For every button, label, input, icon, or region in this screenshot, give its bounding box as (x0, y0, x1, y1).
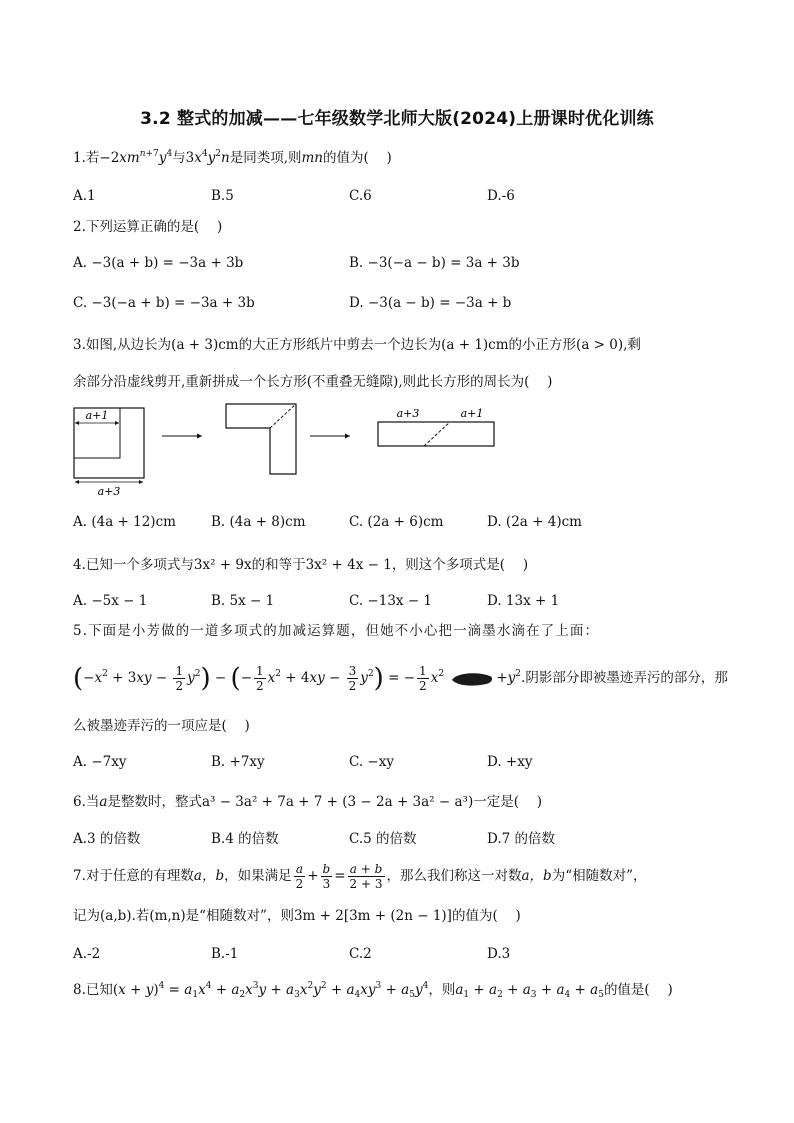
q7-frac-sum: $\frac{a + b}{2 + 3}$ (349, 862, 383, 891)
rect-label-a-plus-3: a+3 (396, 407, 420, 420)
q7-text-line2d: 的值为( ) (451, 908, 521, 924)
question-3-stem-line2: 余部分沿虚线剪开,重新拼成一个长方形(不重叠无缝隙),则此长方形的周长为( ) (73, 374, 553, 390)
q6-text-c: 一定是( ) (473, 794, 543, 810)
q6-var: a (99, 794, 108, 810)
rect-label-a-plus-1: a+1 (460, 407, 484, 420)
l-shape-cut-line (270, 404, 296, 428)
q3-figure (70, 398, 510, 498)
q7-pair2: (m,n) (149, 908, 186, 924)
q7-text-line2c: 是“相随数对”，则 (185, 908, 294, 924)
q7-text-line2a: 记为 (73, 908, 100, 924)
question-1-stem (73, 148, 392, 168)
q7-frac-a2: $\frac{a}{2}$ (295, 862, 304, 891)
q3-text-b: 的大正方形纸片中剪去一个边长为 (238, 337, 442, 353)
fraction-1-2b: $\frac{1}{2}$ (256, 664, 264, 693)
question-3-stem-line1 (73, 335, 641, 355)
q7-text-line2b: .若 (131, 908, 150, 924)
q1-term1: $-2xm^{n+7}y^4$ (99, 149, 173, 166)
q3-option-d[interactable]: D. (2a + 4)cm (487, 514, 582, 530)
arrowhead-right-2 (139, 480, 143, 484)
q5-tail: .阴影部分即被墨迹弄污的部分，那 (521, 670, 728, 686)
q5-option-d[interactable]: D. +xy (487, 754, 533, 770)
q1-ask: mn (301, 150, 323, 166)
arrowhead-left-2 (75, 480, 79, 484)
result-rectangle (378, 422, 494, 446)
q6-option-a[interactable]: A.3 的倍数 (73, 831, 141, 847)
paren-close-1: ) (200, 663, 211, 694)
q1-option-b[interactable]: B.5 (211, 188, 234, 204)
fraction-1-2: $\frac{1}{2}$ (175, 664, 184, 693)
q6-expr: a³ − 3a² + 7a + 7 + (3 − 2a + 3a² − a³) (201, 794, 474, 810)
transform-arrowhead-2 (345, 434, 350, 439)
q2-option-d[interactable]: D. −3(a − b) = −3a + b (349, 295, 512, 311)
q1-option-c[interactable]: C.6 (349, 188, 372, 204)
q1-end: 的值为( ) (323, 150, 392, 166)
q3-option-c[interactable]: C. (2a + 6)cm (349, 514, 444, 530)
paren-open-1: ( (73, 663, 84, 694)
label-a-plus-1: a+1 (85, 409, 109, 422)
q5-option-b[interactable]: B. +7xy (211, 754, 265, 770)
q1-prefix: 1.若 (73, 150, 100, 166)
q3-expr2: (a + 1)cm (441, 337, 509, 353)
q6-option-b[interactable]: B.4 的倍数 (211, 831, 279, 847)
arrowhead-right (115, 421, 119, 425)
q7-vars: a，b (193, 868, 225, 884)
q4-option-c[interactable]: C. −13x − 1 (349, 593, 433, 609)
q3-expr3: (a > 0) (576, 337, 624, 353)
ink-blot-icon (450, 670, 494, 688)
q7-option-c[interactable]: C.2 (349, 946, 372, 962)
q4-option-d[interactable]: D. 13x + 1 (487, 593, 560, 609)
paren-open-2: ( (230, 663, 241, 694)
q4-text-b: 的和等于 (251, 557, 306, 573)
q8-text-c: 的值是( ) (603, 982, 673, 998)
q7-expr: 3m + 2[3m + (2n − 1)] (293, 908, 452, 924)
q7-frac-b3: $\frac{b}{3}$ (322, 862, 331, 891)
q1-suffix: 是同类项,则 (229, 150, 302, 166)
q7-option-a[interactable]: A.-2 (73, 946, 101, 962)
q6-option-c[interactable]: C.5 的倍数 (349, 831, 417, 847)
paren-close-2: ) (373, 663, 384, 694)
q7-option-d[interactable]: D.3 (487, 946, 511, 962)
q1-term2: $3x^4y^2n$ (185, 149, 230, 166)
q2-option-c[interactable]: C. −3(−a + b) = −3a + 3b (73, 295, 255, 311)
arrowhead-left (75, 421, 79, 425)
q1-mid: 与 (172, 150, 186, 166)
rectangle-cut-line (424, 422, 450, 446)
q3-text-d: ,剩 (623, 337, 641, 353)
q3-option-a[interactable]: A. (4a + 12)cm (73, 514, 176, 530)
q7-vars2: a，b (521, 868, 552, 884)
q3-expr1: (a + 3)cm (171, 337, 239, 353)
q2-option-a[interactable]: A. −3(a + b) = −3a + 3b (73, 255, 244, 271)
question-2-stem: 2.下列运算正确的是( ) (73, 219, 223, 235)
q7-text-b: ，如果满足 (224, 868, 292, 884)
transform-arrowhead-1 (197, 434, 202, 439)
q5-option-c[interactable]: C. −xy (349, 754, 394, 770)
q7-pair1: (a,b) (100, 908, 132, 924)
big-square (74, 408, 144, 478)
question-7-stem-line2 (73, 906, 521, 926)
question-7-stem-line1: 7.对于任意的有理数a，b，如果满足 $\frac{a}{2}$ + $\frac{b}{3}$ = $\frac{a + b}{2 + 3}$ ，那么我们称这一对数a，b为“相随数对”， (73, 862, 647, 891)
q7-text-a: 7.对于任意的有理数 (73, 868, 194, 884)
q5-option-a[interactable]: A. −7xy (73, 754, 127, 770)
q1-option-a[interactable]: A.1 (73, 188, 96, 204)
q3-option-b[interactable]: B. (4a + 8)cm (211, 514, 306, 530)
question-5-stem-line3: 么被墨迹弄污的一项应是( ) (73, 718, 250, 734)
fraction-3-2: $\frac{3}{2}$ (348, 664, 357, 693)
question-5-stem-line1: 5.下面是小芳做的一道多项式的加减运算题，但她不小心把一滴墨水滴在了上面： (73, 623, 600, 639)
label-a-plus-3: a+3 (97, 485, 121, 498)
q4-expr1: 3x² + 9x (193, 557, 252, 573)
q7-text-d: 为“相随数对”， (551, 868, 647, 884)
q4-option-b[interactable]: B. 5x − 1 (211, 593, 275, 609)
q3-text-a: 3.如图,从边长为 (73, 337, 172, 353)
question-6-stem (73, 792, 542, 812)
q8-text-b: ，则 (428, 982, 456, 998)
question-4-stem (73, 555, 528, 575)
q7-option-b[interactable]: B.-1 (211, 946, 239, 962)
q2-option-b[interactable]: B. −3(−a − b) = 3a + 3b (349, 255, 520, 271)
l-shape (226, 404, 296, 474)
q8-text-a: 8.已知 (73, 982, 113, 998)
question-8-stem (73, 980, 673, 1000)
q6-text-b: 是整数时，整式 (107, 794, 202, 810)
fraction-1-2c: $\frac{1}{2}$ (419, 664, 427, 693)
q4-option-a[interactable]: A. −5x − 1 (73, 593, 148, 609)
q8-expr-lhs: $(x + y)^4 = a_1x^4 + a_2x^3y + a_3x^2y^2 + a_4xy^3 + a_5y^4$ (112, 981, 429, 1000)
page-title: 3.2 整式的加减——七年级数学北师大版(2024)上册课时优化训练 (140, 109, 654, 129)
question-5-expression: ($-x^2 + 3xy$ − $\frac{1}{2}$ $y^2$) − (− $\frac{1}{2}$ $x^2 + 4xy$ − $\frac{3}{2}$ $y^2$) = − $\frac{1}{2}$ $x^2 +y^2$.阴影部分即被墨迹弄污的部分，那 (73, 663, 728, 694)
q1-option-d[interactable]: D.-6 (487, 188, 515, 204)
q7-text-c: ，那么我们称这一对数 (386, 868, 522, 884)
q8-expr-sum: $a_1 + a_2 + a_3 + a_4 + a_5$ (455, 982, 604, 1000)
q3-text-c: 的小正方形 (508, 337, 577, 353)
q6-text-a: 6.当 (73, 794, 100, 810)
q4-text-a: 4.已知一个多项式与 (73, 557, 194, 573)
q4-text-c: ，则这个多项式是( ) (391, 557, 529, 573)
q4-expr2: 3x² + 4x − 1 (305, 557, 392, 573)
q6-option-d[interactable]: D.7 的倍数 (487, 831, 556, 847)
